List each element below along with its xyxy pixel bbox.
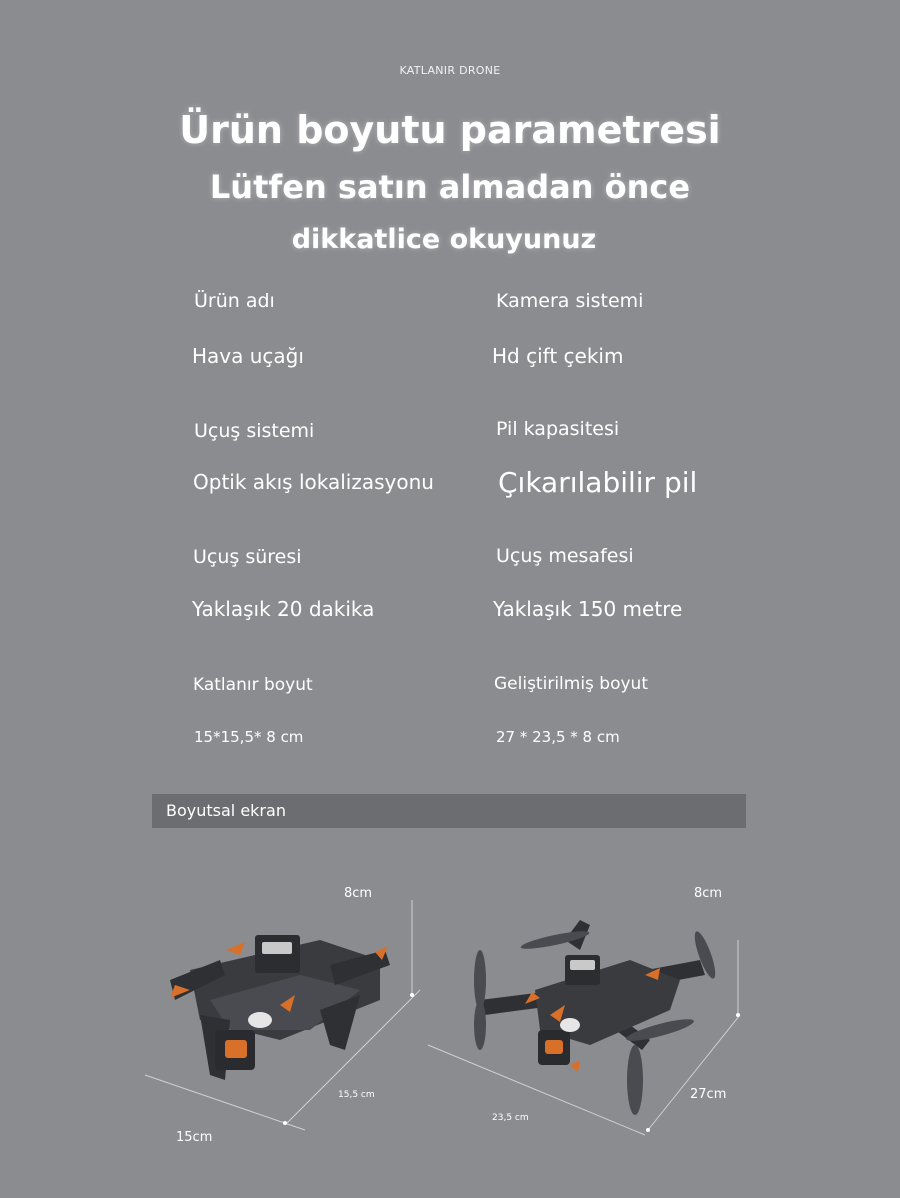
flight-distance-value: Yaklaşık 150 metre	[493, 597, 683, 621]
camera-label: Kamera sistemi	[496, 290, 644, 312]
folded-depth-label: 15,5 cm	[338, 1090, 375, 1100]
folded-size-label: Katlanır boyut	[193, 675, 313, 695]
flight-system-label: Uçuş sistemi	[194, 420, 315, 442]
folded-size-value: 15*15,5* 8 cm	[194, 728, 304, 746]
page-subtitle-2: dikkatlice okuyunuz	[291, 224, 597, 255]
section-title: Boyutsal ekran	[166, 801, 286, 820]
unfolded-width-label: 23,5 cm	[492, 1113, 529, 1123]
flight-time-value: Yaklaşık 20 dakika	[192, 597, 375, 621]
product-name-value: Hava uçağı	[192, 344, 304, 368]
brand-label: KATLANIR DRONE	[399, 64, 501, 77]
battery-label: Pil kapasitesi	[496, 418, 620, 440]
camera-value: Hd çift çekim	[492, 344, 624, 368]
flight-system-value: Optik akış lokalizasyonu	[193, 470, 434, 494]
unfolded-height-label: 8cm	[694, 886, 723, 901]
unfolded-size-value: 27 * 23,5 * 8 cm	[496, 728, 620, 746]
battery-value: Çıkarılabilir pil	[498, 466, 698, 499]
flight-distance-label: Uçuş mesafesi	[496, 545, 634, 567]
folded-width-label: 15cm	[176, 1130, 213, 1145]
folded-drone-image	[130, 880, 450, 1160]
page-title: Ürün boyutu parametresi	[179, 108, 721, 152]
folded-height-label: 8cm	[344, 886, 373, 901]
unfolded-size-label: Geliştirilmiş boyut	[494, 674, 648, 694]
product-name-label: Ürün adı	[194, 290, 275, 312]
flight-time-label: Uçuş süresi	[193, 546, 302, 568]
unfolded-depth-label: 27cm	[690, 1087, 727, 1102]
page-subtitle: Lütfen satın almadan önce	[209, 168, 691, 206]
section-header-bar	[152, 794, 746, 828]
